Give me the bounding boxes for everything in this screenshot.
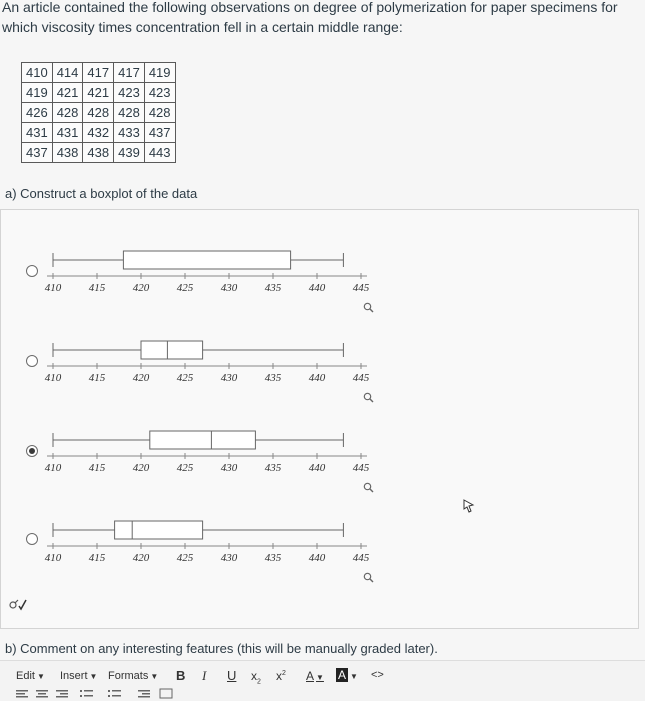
boxplot-option-3[interactable] [0,420,400,480]
align-right-icon [56,690,68,698]
grade-check-icon [8,597,28,616]
subscript-button[interactable]: $x_2$ [251,669,261,686]
axis-tick-label: 420 [132,282,150,294]
boxplot-option-1[interactable] [0,240,400,300]
rich-text-toolbar [0,660,645,701]
table-cell: 417 [114,63,145,83]
axis-tick-label: 430 [220,462,238,474]
axis-tick-label: 435 [264,282,282,294]
axis-tick-label: 435 [264,552,282,564]
italic-button[interactable]: I [202,668,207,683]
axis-tick-label: 445 [352,282,370,294]
axis-tick-label: 425 [176,282,194,294]
table-cell: 437 [144,123,175,143]
align-left-icon [16,690,28,698]
axis-tick-label: 410 [44,282,62,294]
axis-tick-label: 425 [176,372,194,384]
axis-tick-label: 445 [352,372,370,384]
table-cell: 426 [22,103,53,123]
table-cell: 438 [83,143,114,163]
table-cell: 428 [114,103,145,123]
table-cell: 438 [52,143,83,163]
question-intro: An article contained the following observations on degree of polymerization for paper specimens for which viscosity times concentration fell in a certain middle range: [2,0,618,35]
underline-button[interactable]: U [227,668,237,683]
mouse-cursor-icon [463,499,475,518]
magnifier-icon[interactable] [363,570,374,581]
source-code-button[interactable]: <> [371,669,384,681]
table-cell: 423 [114,83,145,103]
superscript-button[interactable]: $x^2$ [276,669,286,683]
background-color-button[interactable]: A ▼ [338,668,358,682]
table-icon [160,689,172,698]
table-cell: 417 [83,63,114,83]
axis-tick-label: 440 [308,282,326,294]
table-cell: 428 [144,103,175,123]
magnifier-icon[interactable] [363,480,374,491]
axis-tick-label: 420 [132,552,150,564]
bold-button[interactable]: B [176,668,186,683]
axis-tick-label: 445 [352,462,370,474]
table-cell: 419 [22,83,53,103]
table-row [22,143,176,163]
axis-tick-label: 415 [88,282,106,294]
align-center-icon [36,690,48,698]
iqr-box [141,341,203,359]
table-cell: 428 [83,103,114,123]
table-cell: 439 [114,143,145,163]
axis-tick-label: 415 [88,372,106,384]
insert-menu[interactable]: Insert ▼ [60,670,98,682]
table-cell: 421 [83,83,114,103]
table-row [22,123,176,143]
axis-tick-label: 430 [220,372,238,384]
axis-tick-label: 445 [352,552,370,564]
axis-tick-label: 425 [176,462,194,474]
axis-tick-label: 430 [220,552,238,564]
axis-tick-label: 440 [308,462,326,474]
table-row [22,103,176,123]
table-cell: 419 [144,63,175,83]
table-cell: 432 [83,123,114,143]
axis-tick-label: 435 [264,372,282,384]
axis-tick-label: 415 [88,552,106,564]
axis-tick-label: 420 [132,372,150,384]
table-cell: 431 [22,123,53,143]
table-cell: 437 [22,143,53,163]
axis-tick-label: 425 [176,552,194,564]
table-cell: 410 [22,63,53,83]
axis-tick-label: 440 [308,372,326,384]
observations-table [21,62,176,163]
axis-tick-label: 410 [44,462,62,474]
table-cell: 433 [114,123,145,143]
magnifier-icon[interactable] [363,300,374,311]
iqr-box [150,431,256,449]
table-cell: 414 [52,63,83,83]
indent-icon [138,690,150,698]
part-b-prompt: b) Comment on any interesting features (this will be manually graded later). [5,641,438,656]
table-cell: 443 [144,143,175,163]
iqr-box [115,521,203,539]
axis-tick-label: 410 [44,372,62,384]
table-cell: 421 [52,83,83,103]
boxplot-option-2[interactable] [0,330,400,390]
numbered-list-icon [108,690,121,697]
magnifier-icon[interactable] [363,390,374,401]
table-cell: 428 [52,103,83,123]
axis-tick-label: 415 [88,462,106,474]
iqr-box [123,251,290,269]
formats-menu[interactable]: Formats ▼ [108,670,159,682]
table-cell: 431 [52,123,83,143]
table-row [22,63,176,83]
axis-tick-label: 420 [132,462,150,474]
axis-tick-label: 430 [220,282,238,294]
table-cell: 423 [144,83,175,103]
axis-tick-label: 435 [264,462,282,474]
part-a-prompt: a) Construct a boxplot of the data [5,186,198,201]
axis-tick-label: 440 [308,552,326,564]
axis-tick-label: 410 [44,552,62,564]
toolbar-second-row [10,687,310,701]
font-color-button[interactable]: A ▼ [306,669,324,683]
boxplot-option-4[interactable] [0,510,400,570]
edit-menu[interactable]: Edit ▼ [16,670,45,682]
table-row [22,83,176,103]
bullet-list-icon [80,690,93,697]
